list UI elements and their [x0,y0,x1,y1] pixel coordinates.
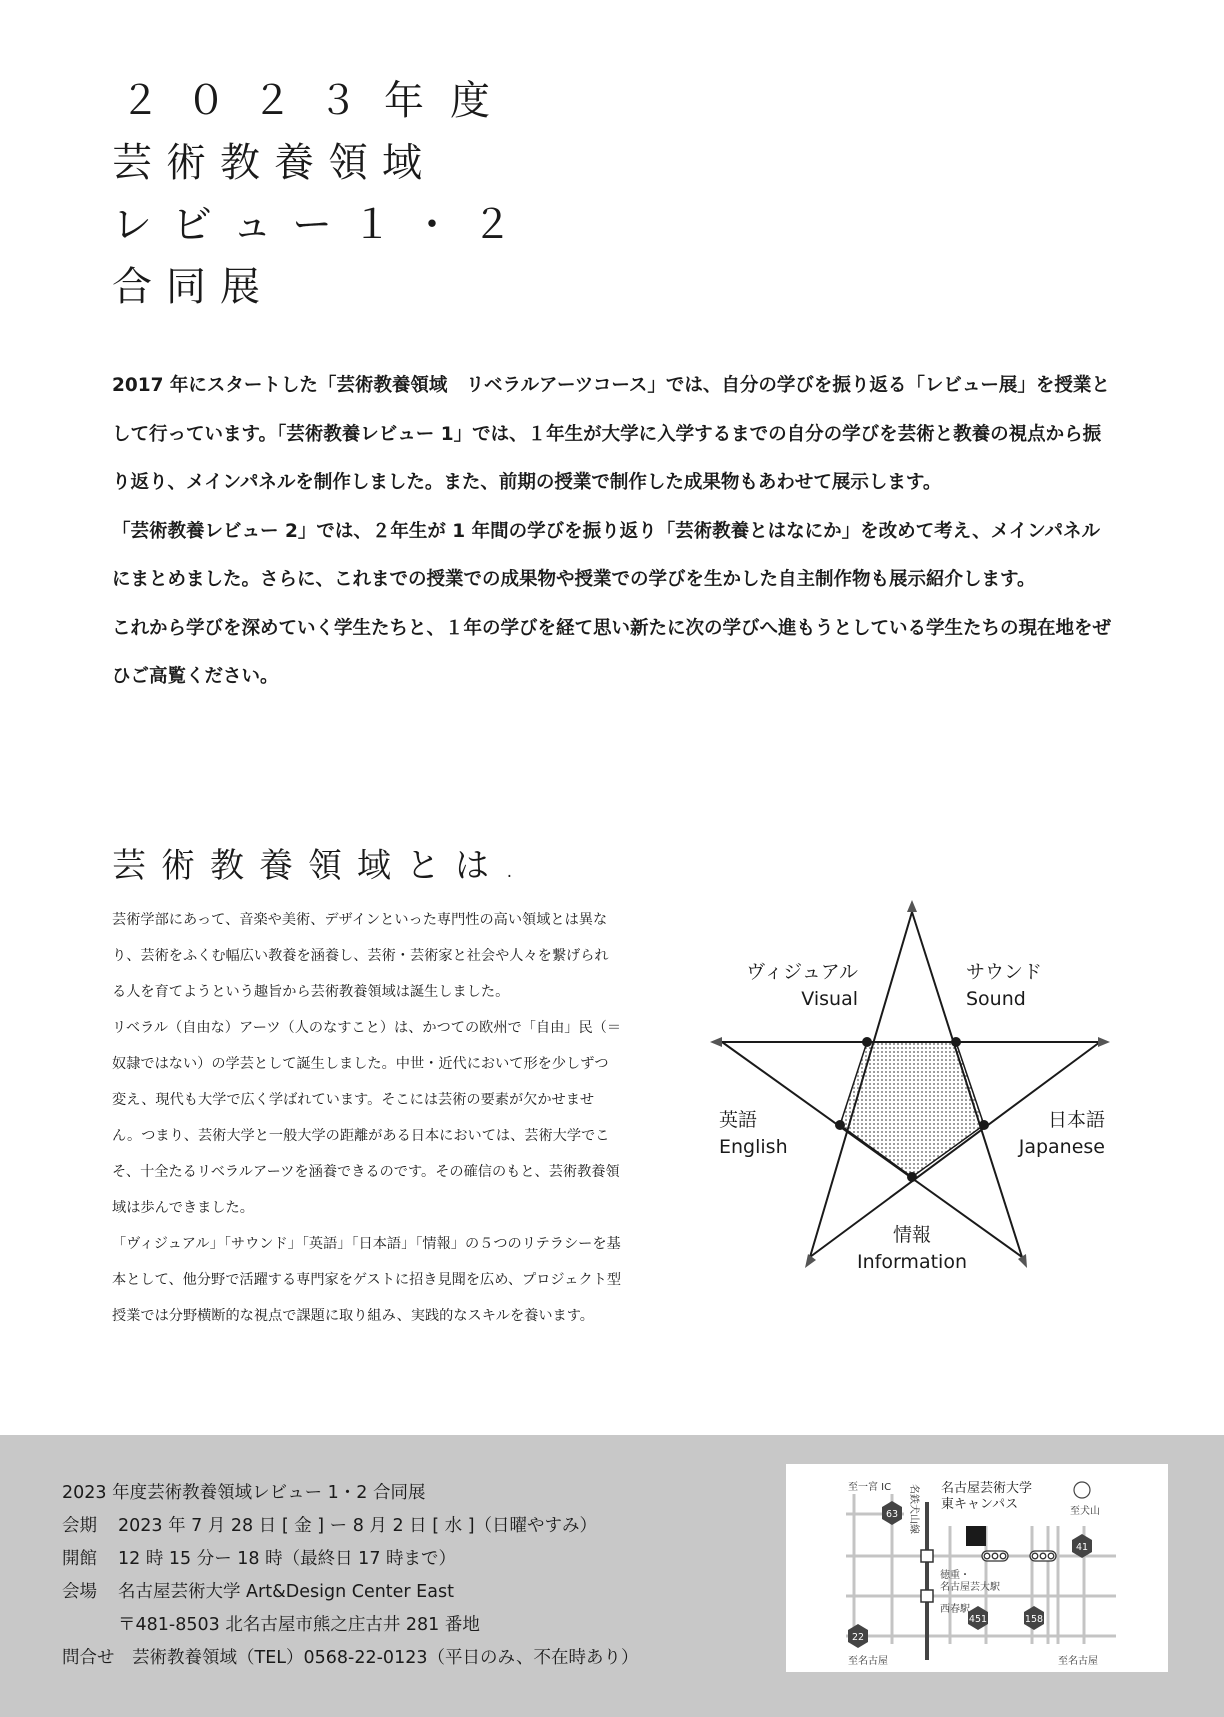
title-line-review: レビュー１・２ [112,202,532,248]
info-venue-row [62,1576,639,1609]
label-english-ja: 英語 [719,1109,758,1131]
label-visual-ja: ヴィジュアル [746,961,858,983]
title-line-year: ２０２３年度 [120,78,516,124]
label-info-en: Information [857,1251,967,1273]
info-hours-value: 12 時 15 分ー 18 時（最終日 17 時まで） [118,1549,457,1569]
info-hours-row [62,1543,639,1576]
literacy-star-diagram [700,890,1120,1280]
route-451: 451 [968,1614,988,1625]
map-to-ichinomiya: 至一宮 IC [848,1482,892,1493]
exhibition-info [62,1477,639,1675]
map-station-tokushige-2: 名古屋芸大駅 [940,1582,1000,1593]
map-to-nagoya-left: 至名古屋 [848,1656,888,1667]
map-station-nishiharu: 西春駅 [940,1604,970,1615]
intro-paragraph-1: 2017 年にスタートした「芸術教養領域 リベラルアーツコース」では、自分の学びを振り返る「レビュー展」を授業として行っています。「芸術教養レビュー 1」では、１年生が大学に入学するまでの自分の学びを芸術と教養の視点から振り返り、メインパネルを制作しました。また、前期の授業で制作した成果物もあわせて展示します。 [112,375,1110,493]
section-body [112,902,622,1334]
route-41: 41 [1075,1542,1089,1553]
intro-paragraph-2: 「芸術教養レビュー 2」では、２年生が 1 年間の学びを振り返り「芸術教養とはなにか」を改めて考え、メインパネルにまとめました。さらに、これまでの授業での成果物や授業での学びを生かした自主制作物も展示紹介します。 [112,520,1101,590]
section-paragraph-1: 芸術学部にあって、音楽や美術、デザインといった専門性の高い領域とは異なり、芸術をふくむ幅広い教養を涵養し、芸術・芸術家と社会や人々を繋げられる人を育てようという趣旨から芸術教養領域は誕生しました。 [112,912,609,1000]
route-158: 158 [1024,1614,1044,1625]
info-contact-value: 芸術教養領域（TEL）0568-22-0123（平日のみ、不在時あり） [132,1648,639,1668]
access-map [786,1464,1168,1672]
info-venue-label: 会場 [62,1582,97,1602]
label-info-ja: 情報 [892,1224,932,1246]
campus-building-icon [966,1526,986,1546]
info-period-row [62,1510,639,1543]
route-22: 22 [851,1632,865,1643]
section-paragraph-2: リベラル（自由な）アーツ（人のなすこと）は、かつての欧州で「自由」民（＝奴隷ではない）の学芸として誕生しました。中世・近代において形を少しずつ変え、現代も大学で広く学ばれています。そこには芸術の要素が欠かせません。つまり、芸術大学と一般大学の距離がある日本においては、芸術大学でこそ、十全たるリベラルアーツを涵養できるのです。その確信のもと、芸術教養領域は歩んできました。 [112,1020,622,1216]
info-contact-label: 問合せ [62,1648,115,1668]
station-icon-nishiharu [921,1590,933,1602]
route-63: 63 [885,1509,899,1520]
label-sound-ja: サウンド [966,961,1043,983]
section-title: 芸術教養領域とは. [112,846,530,886]
info-period-value: 2023 年 7 月 28 日 [ 金 ] ー 8 月 2 日 [ 水 ]（日曜やすみ） [118,1516,598,1536]
title-line-joint: 合同展 [112,264,274,310]
map-to-nagoya-right: 至名古屋 [1058,1656,1098,1667]
intro-text [112,362,1112,702]
info-exhibition-name: 2023 年度芸術教養領域レビュー 1・2 合同展 [62,1483,426,1503]
info-contact-row [62,1642,639,1675]
map-campus-name-1: 名古屋芸術大学 [941,1481,1033,1496]
label-sound-en: Sound [966,988,1026,1010]
map-line-name: 名鉄犬山線 [908,1484,919,1534]
label-visual-en: Visual [801,988,858,1010]
label-japanese-ja: 日本語 [1047,1109,1105,1131]
label-japanese-en: Japanese [1018,1136,1105,1158]
station-icon-tokushige [921,1550,933,1562]
map-station-tokushige-1: 徳重・ [940,1570,970,1581]
intro-paragraph-3: これから学びを深めていく学生たちと、１年の学びを経て思い新たに次の学びへ進もうとしている学生たちの現在地をぜひご高覧ください。 [112,617,1112,687]
info-period-label: 会期 [62,1516,97,1536]
shrine-icon [1074,1482,1090,1498]
star-center-pentagon [840,1042,984,1177]
info-address: 〒481-8503 北名古屋市熊之庄古井 281 番地 [118,1615,480,1635]
info-hours-label: 開館 [62,1549,97,1569]
label-english-en: English [719,1136,788,1158]
route-markers [848,1501,1092,1648]
map-to-inuyama: 至犬山 [1070,1506,1100,1517]
title-line-field: 芸術教養領域 [112,140,436,186]
exhibition-title [112,70,532,318]
map-campus-name-2: 東キャンパス [941,1497,1019,1512]
info-venue-value: 名古屋芸術大学 Art&Design Center East [118,1582,454,1602]
section-paragraph-3: 「ヴィジュアル」「サウンド」「英語」「日本語」「情報」の５つのリテラシーを基本として、他分野で活躍する専門家をゲストに招き見聞を広め、プロジェクト型授業では分野横断的な視点で課題に取り組み、実践的なスキルを養います。 [112,1236,622,1324]
